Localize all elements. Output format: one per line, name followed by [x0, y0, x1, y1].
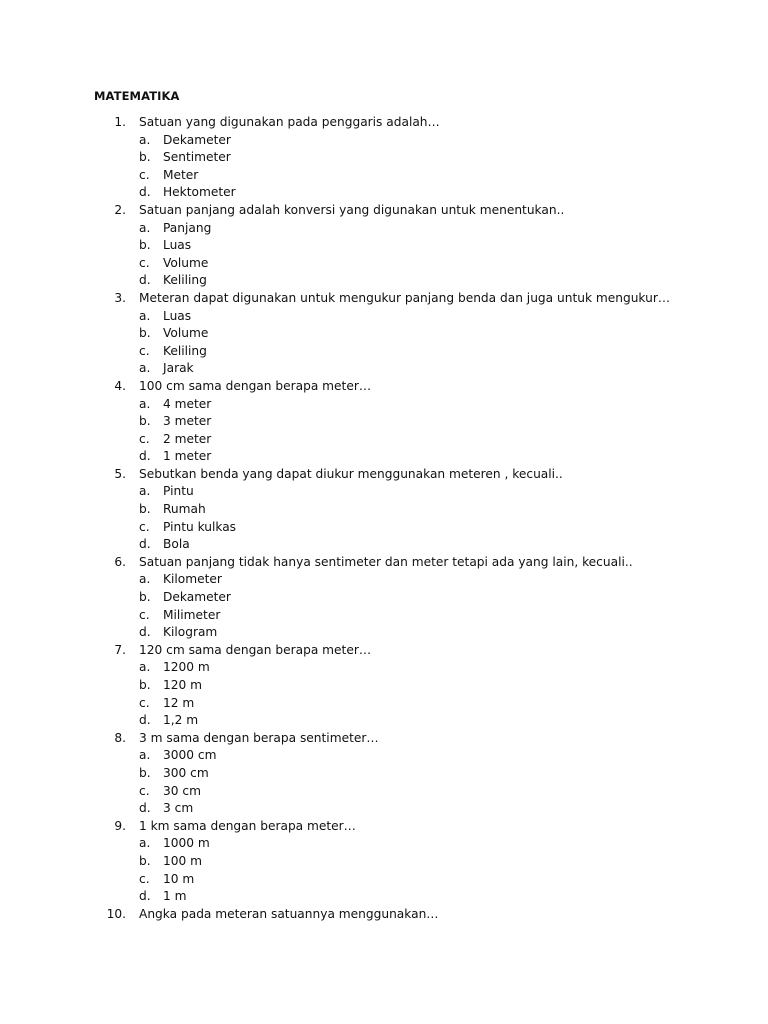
question-item	[0, 906, 768, 924]
option-letter: a.	[139, 572, 151, 587]
option-text: 1000 m	[163, 836, 210, 851]
option-letter: b.	[139, 414, 151, 429]
answer-option	[0, 853, 768, 871]
option-letter: d.	[139, 625, 151, 640]
option-text: Hektometer	[163, 185, 236, 200]
option-text: Luas	[163, 308, 192, 323]
document-title: MATEMATIKA	[94, 89, 180, 103]
answer-option	[0, 167, 768, 185]
answer-option	[0, 184, 768, 202]
question-number: 5.	[114, 466, 126, 481]
answer-option	[0, 835, 768, 853]
answer-option	[0, 800, 768, 818]
option-text: Dekameter	[163, 590, 231, 605]
question-number: 8.	[114, 730, 126, 745]
option-text: Keliling	[163, 273, 207, 288]
question-number: 6.	[114, 554, 126, 569]
answer-option	[0, 677, 768, 695]
answer-option	[0, 871, 768, 889]
option-letter: c.	[139, 343, 150, 358]
option-letter: c.	[139, 255, 150, 270]
option-text: 3 meter	[163, 414, 212, 429]
option-letter: a.	[139, 308, 151, 323]
answer-option	[0, 624, 768, 642]
answer-option	[0, 308, 768, 326]
option-text: Luas	[163, 238, 192, 253]
option-text: Keliling	[163, 343, 207, 358]
option-letter: d.	[139, 273, 151, 288]
question-item	[0, 642, 768, 660]
answer-option	[0, 659, 768, 677]
option-text: Sentimeter	[163, 150, 231, 165]
option-letter: a.	[139, 361, 151, 376]
option-letter: d.	[139, 185, 151, 200]
question-list	[0, 114, 768, 923]
option-text: 100 m	[163, 853, 203, 868]
answer-option	[0, 431, 768, 449]
answer-option	[0, 712, 768, 730]
option-letter: d.	[139, 449, 151, 464]
option-letter: b.	[139, 678, 151, 692]
question-number: 7.	[114, 642, 126, 657]
option-text: 1,2 m	[163, 713, 199, 728]
question-item	[0, 114, 768, 132]
option-text: Jarak	[163, 361, 194, 376]
option-letter: a.	[139, 748, 151, 763]
option-text: Meter	[163, 167, 199, 182]
question-item	[0, 554, 768, 572]
question-number: 2.	[114, 202, 126, 217]
option-text: 120 m	[163, 678, 203, 692]
option-text: 3000 cm	[163, 748, 217, 763]
answer-option	[0, 695, 768, 713]
question-number: 4.	[114, 378, 126, 393]
option-letter: d.	[139, 713, 151, 728]
option-text: 30 cm	[163, 783, 201, 798]
question-number: 9.	[114, 818, 126, 833]
answer-option	[0, 220, 768, 238]
option-text: Milimeter	[163, 607, 221, 622]
question-number: 3.	[114, 290, 126, 305]
answer-option	[0, 501, 768, 519]
question-number: 10.	[106, 906, 126, 921]
option-text: Pintu	[163, 484, 194, 499]
option-text: 4 meter	[163, 396, 212, 411]
option-letter: d.	[139, 537, 151, 552]
option-letter: c.	[139, 783, 150, 798]
question-text: Meteran dapat digunakan untuk mengukur panjang benda dan juga untuk mengukur…	[139, 290, 671, 305]
option-text: 1 meter	[163, 449, 212, 464]
question-number: 1.	[114, 115, 126, 129]
option-letter: a.	[139, 132, 151, 147]
option-letter: b.	[139, 765, 151, 780]
option-letter: b.	[139, 590, 151, 605]
option-text: Panjang	[163, 220, 212, 235]
option-letter: b.	[139, 238, 151, 253]
question-item	[0, 378, 768, 396]
answer-option	[0, 607, 768, 625]
answer-option	[0, 571, 768, 589]
answer-option	[0, 396, 768, 414]
option-text: Bola	[163, 537, 190, 552]
option-letter: c.	[139, 695, 150, 710]
question-text: Satuan yang digunakan pada penggaris adalah…	[139, 115, 440, 129]
option-text: Volume	[163, 326, 209, 341]
option-text: 300 cm	[163, 765, 209, 780]
answer-option	[0, 747, 768, 765]
question-text: 3 m sama dengan berapa sentimeter…	[139, 730, 379, 745]
question-text: 100 cm sama dengan berapa meter…	[139, 378, 372, 393]
option-letter: c.	[139, 519, 150, 534]
answer-option	[0, 888, 768, 906]
option-letter: d.	[139, 889, 151, 904]
option-letter: c.	[139, 607, 150, 622]
answer-option	[0, 149, 768, 167]
option-text: 2 meter	[163, 431, 212, 446]
option-letter: c.	[139, 431, 150, 446]
question-text: Satuan panjang tidak hanya sentimeter dan meter tetapi ada yang lain, kecuali..	[139, 554, 633, 569]
answer-option	[0, 343, 768, 361]
option-text: Rumah	[163, 502, 206, 517]
answer-option	[0, 783, 768, 801]
answer-option	[0, 765, 768, 783]
answer-option	[0, 272, 768, 290]
question-text: Sebutkan benda yang dapat diukur menggunakan meteren , kecuali..	[139, 466, 563, 481]
answer-option	[0, 325, 768, 343]
answer-option	[0, 255, 768, 273]
answer-option	[0, 536, 768, 554]
option-letter: c.	[139, 167, 150, 182]
answer-option	[0, 483, 768, 501]
answer-option	[0, 589, 768, 607]
option-letter: c.	[139, 871, 150, 886]
option-text: 1 m	[163, 889, 187, 904]
question-item	[0, 202, 768, 220]
option-letter: a.	[139, 484, 151, 499]
answer-option	[0, 360, 768, 378]
question-text: Satuan panjang adalah konversi yang digunakan untuk menentukan..	[139, 202, 565, 217]
option-letter: a.	[139, 220, 151, 235]
option-letter: a.	[139, 836, 151, 851]
question-item	[0, 290, 768, 308]
option-text: 1200 m	[163, 660, 210, 675]
answer-option	[0, 448, 768, 466]
answer-option	[0, 237, 768, 255]
question-item	[0, 818, 768, 836]
option-text: Pintu kulkas	[163, 519, 237, 534]
option-text: Kilogram	[163, 625, 218, 640]
question-item	[0, 466, 768, 484]
answer-option	[0, 519, 768, 537]
option-text: Kilometer	[163, 572, 222, 587]
option-letter: b.	[139, 853, 151, 868]
question-text: 120 cm sama dengan berapa meter…	[139, 642, 372, 657]
option-letter: b.	[139, 150, 151, 165]
option-text: 12 m	[163, 695, 195, 710]
question-item	[0, 730, 768, 748]
option-text: Dekameter	[163, 132, 231, 147]
option-text: 10 m	[163, 871, 195, 886]
question-text: 1 km sama dengan berapa meter…	[139, 818, 356, 833]
option-letter: b.	[139, 502, 151, 517]
answer-option	[0, 132, 768, 150]
question-text: Angka pada meteran satuannya menggunakan…	[139, 906, 439, 921]
option-letter: a.	[139, 396, 151, 411]
option-text: 3 cm	[163, 801, 194, 816]
answer-option	[0, 413, 768, 431]
option-letter: d.	[139, 801, 151, 816]
option-letter: b.	[139, 326, 151, 341]
option-letter: a.	[139, 660, 151, 675]
option-text: Volume	[163, 255, 209, 270]
